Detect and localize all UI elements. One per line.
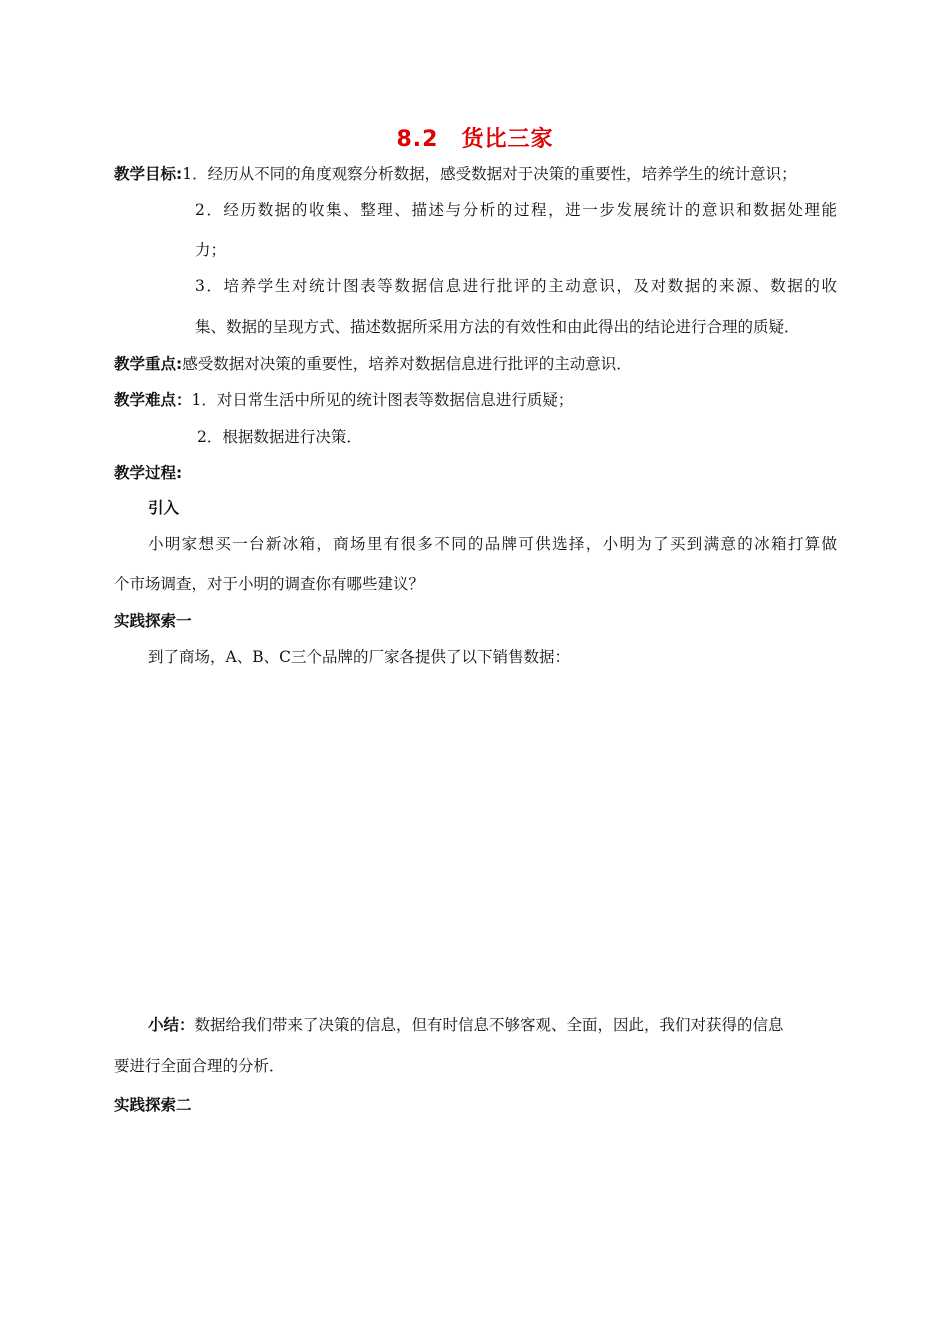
practice-1-heading: 实践探索一 [114,612,192,630]
summary-text-1: 数据给我们带来了决策的信息，但有时信息不够客观、全面，因此，我们对获得的信息 [194,1016,784,1034]
objective-item-1: 1．经历从不同的角度观察分析数据，感受数据对于决策的重要性，培养学生的统计意识； [182,165,797,183]
page-title: 8.2 货比三家 [396,127,554,152]
difficulties-line-1 [114,390,573,410]
objectives-label: 教学目标: [114,165,183,183]
practice-1-text: 到了商场，A、B、C三个品牌的厂家各提供了以下销售数据： [148,648,570,666]
intro-heading: 引入 [148,499,180,517]
objectives-line-1 [114,164,797,184]
summary-label: 小结： [148,1016,195,1034]
process-label: 教学过程: [114,464,183,482]
key-points-line [114,354,632,374]
difficulty-item-1: 1．对日常生活中所见的统计图表等数据信息进行质疑； [191,391,574,409]
summary-line-2: 要进行全面合理的分析． [114,1057,285,1075]
objective-item-2-line-1: 2．经历数据的收集、整理、描述与分析的过程，进一步发展统计的意识和数据处理能 [195,201,837,219]
difficulties-label: 教学难点： [114,391,192,409]
objective-item-3-line-1: 3．培养学生对统计图表等数据信息进行批评的主动意识，及对数据的来源、数据的收 [195,277,837,295]
key-points-text: 感受数据对决策的重要性，培养对数据信息进行批评的主动意识． [182,355,632,373]
difficulty-item-2: 2．根据数据进行决策． [197,428,362,446]
objective-item-3-line-2: 集、数据的呈现方式、描述数据所采用方法的有效性和由此得出的结论进行合理的质疑． [195,318,800,336]
key-points-label: 教学重点: [114,355,183,373]
summary-line-1 [148,1015,837,1035]
intro-line-2: 个市场调查，对于小明的调查你有哪些建议？ [114,575,425,593]
practice-2-heading: 实践探索二 [114,1096,192,1114]
intro-line-1: 小明家想买一台新冰箱，商场里有很多不同的品牌可供选择，小明为了买到满意的冰箱打算做 [148,535,837,553]
objective-item-2-line-2: 力； [195,241,227,259]
